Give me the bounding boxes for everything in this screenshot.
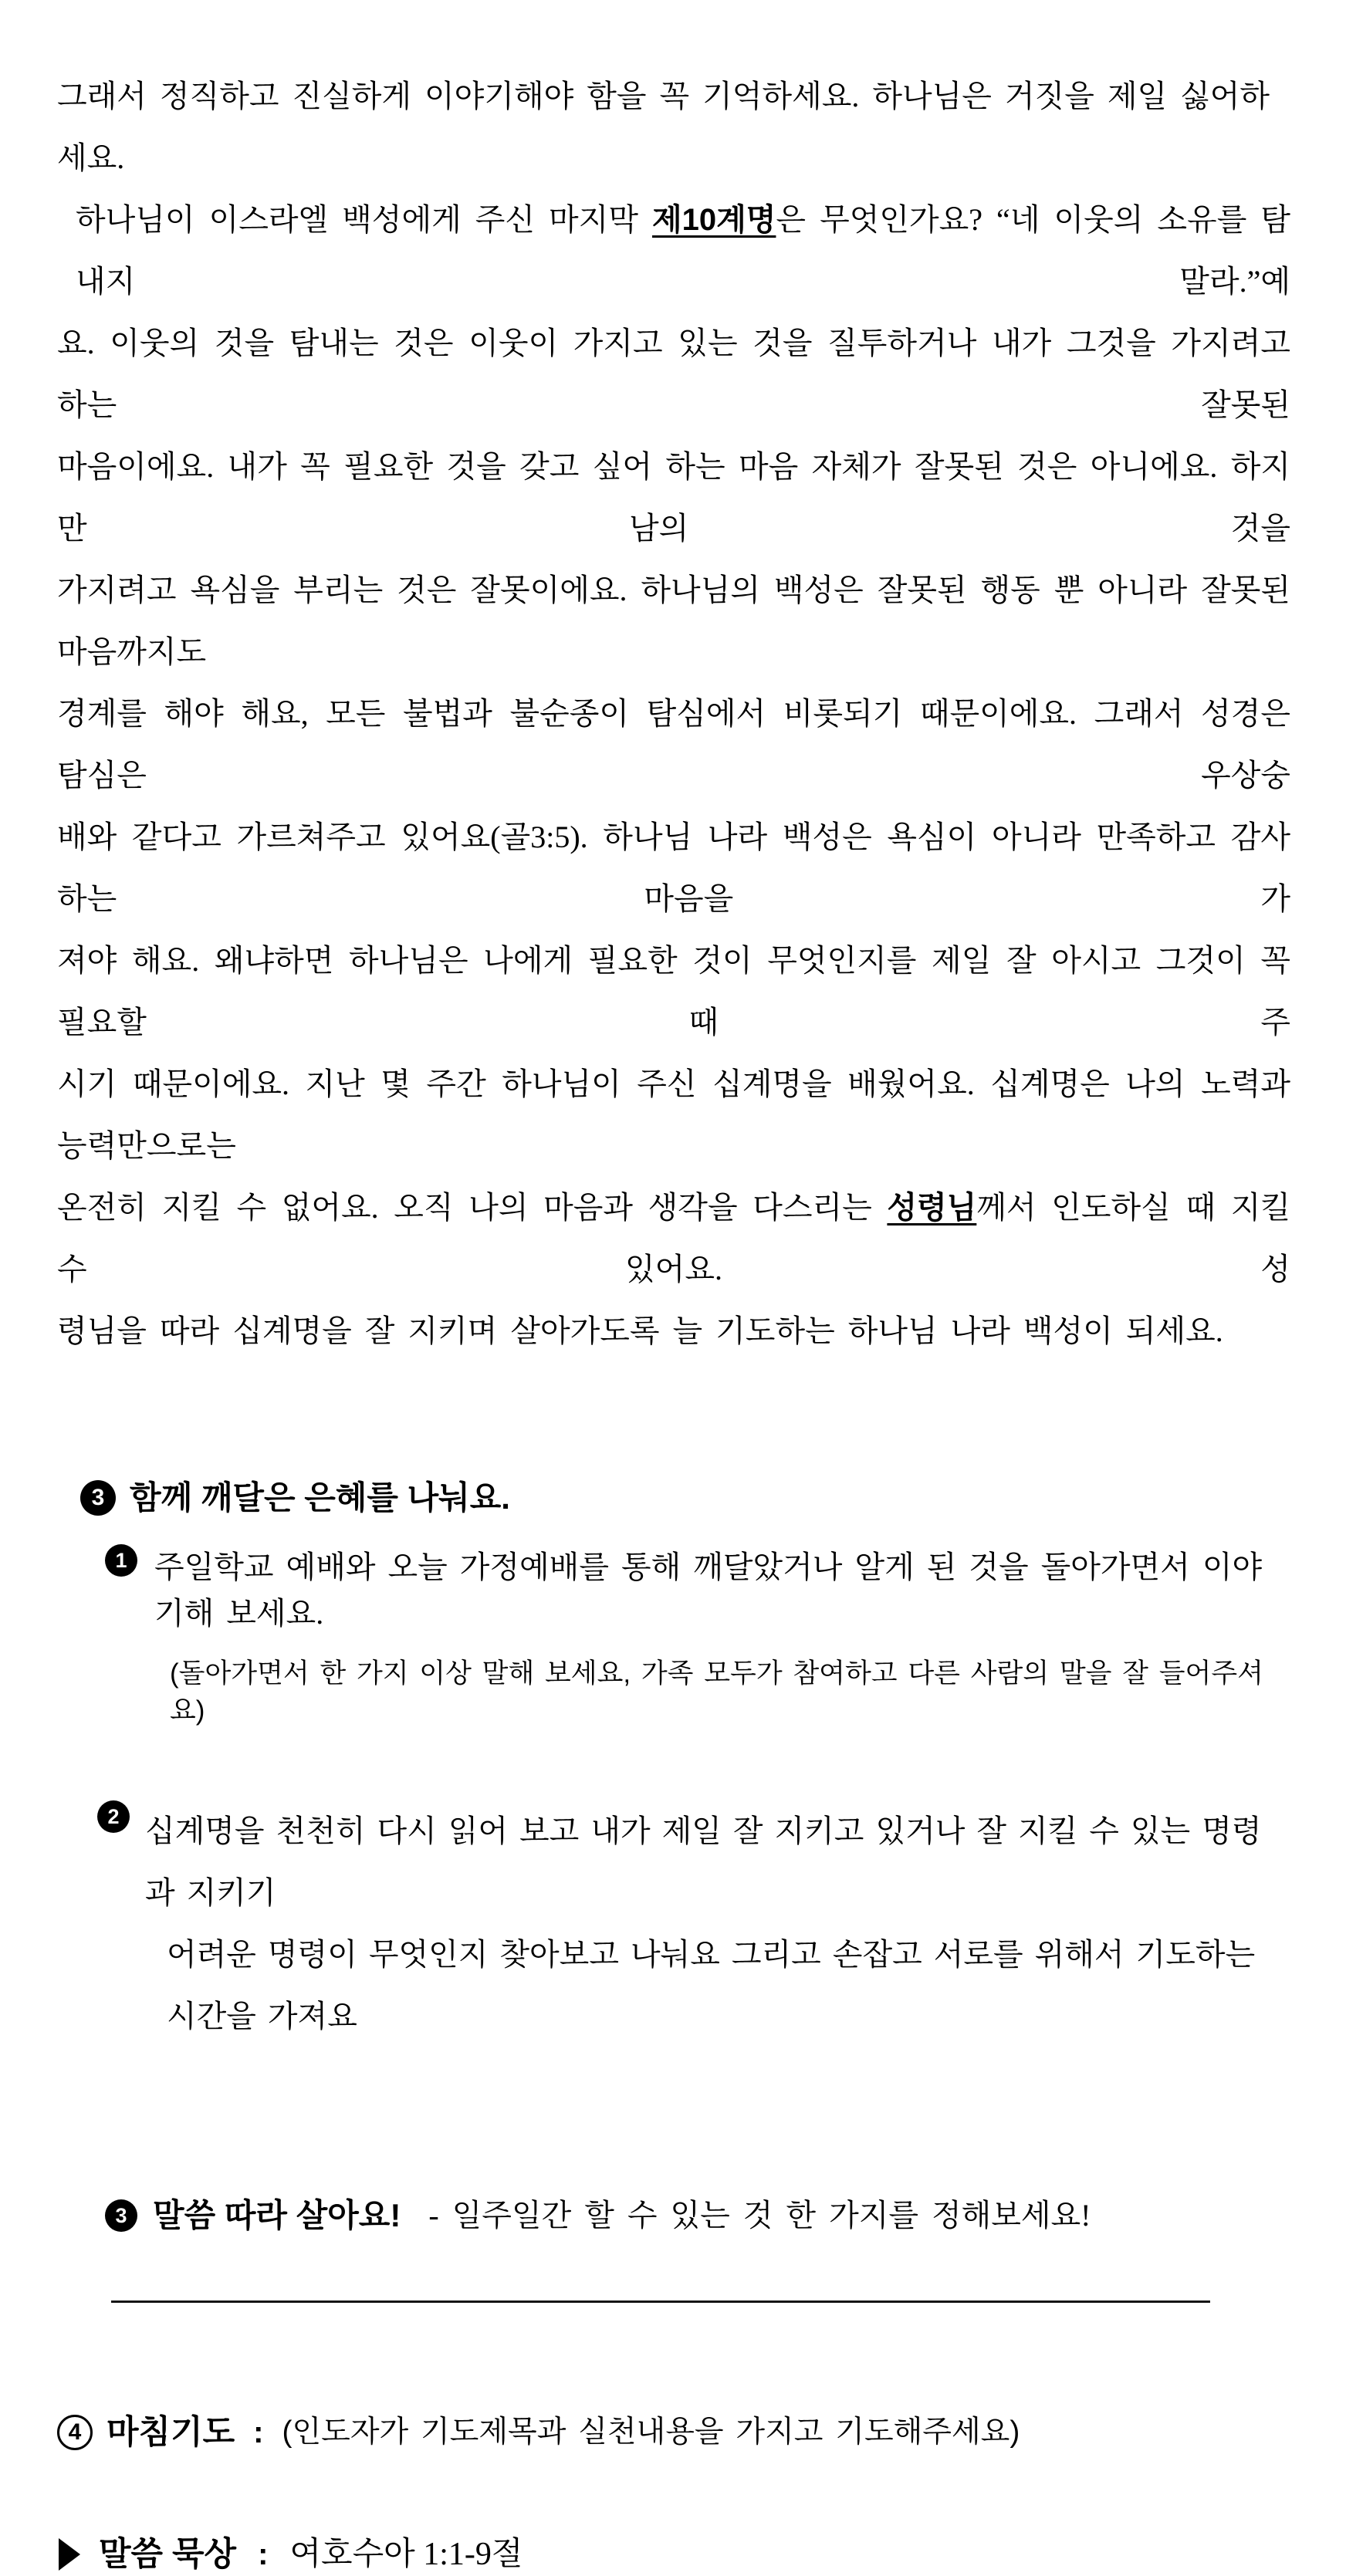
share-item-1 [105, 1544, 1290, 1637]
circled-number-4-outline-icon: 4 [57, 2415, 93, 2450]
meditation-separator: : [258, 2537, 269, 2571]
paragraph-text: 경계를 해야 해요, 모든 불법과 불순종이 탐심에서 비롯되기 때문이에요. 그래서 성경은 탐심은 우상숭 [57, 696, 1290, 793]
circled-number-3-icon: 3 [80, 1480, 116, 1516]
live-by-word-title: 말씀 따라 살아요! [153, 2197, 401, 2233]
paragraph-text: 온전히 지킬 수 없어요. 오직 나의 마음과 생각을 다스리는 [57, 1190, 888, 1225]
share-item-1-text: 주일학교 예배와 오늘 가정예배를 통해 깨달았거나 알게 된 것을 돌아가면서 이야기해 보세요. [154, 1550, 1263, 1631]
share-item-2-line1: 십계명을 천천히 다시 읽어 보고 내가 제일 잘 지키고 있거나 잘 지킬 수 있는 명령과 지키기 [145, 1814, 1262, 1910]
paragraph-line [57, 1300, 1290, 1362]
closing-prayer-title: 마침기도 [107, 2414, 235, 2451]
paragraph-text: 요. 이웃의 것을 탐내는 것은 이웃이 가지고 있는 것을 질투하거나 내가 그것을 가지려고 하는 잘못된 [57, 326, 1290, 422]
triangle-bullet-icon [59, 2538, 80, 2571]
share-item-3 [105, 2194, 1290, 2237]
share-item-1-note: (돌아가면서 한 가지 이상 말해 보세요, 가족 모두가 참여하고 다른 사람의 말을 잘 들어주셔요) [170, 1658, 1263, 1726]
paragraph-text: 하나님이 이스라엘 백성에게 주신 마지막 [76, 202, 652, 237]
circled-number-3-small-icon: 3 [105, 2199, 137, 2232]
circled-number-1-icon: 1 [105, 1544, 137, 1577]
meditation-reference: 여호수아 1:1-9절 [289, 2537, 523, 2572]
paragraph-text: 시기 때문이에요. 지난 몇 주간 하나님이 주신 십계명을 배웠어요. 십계명은 나의 노력과 능력만으로는 [57, 1067, 1290, 1163]
paragraph-text: 배와 같다고 가르쳐주고 있어요(골3:5). 하나님 나라 백성은 욕심이 아니라 만족하고 감사하는 마음을 가 [57, 820, 1290, 916]
paragraph-text: 께서 인도하실 때 지킬 수 있어요. 성 [57, 1190, 1290, 1286]
main-paragraph [57, 189, 1290, 1362]
paragraph-text: 가지려고 욕심을 부리는 것은 잘못이에요. 하나님의 백성은 잘못된 행동 뿐 아니라 잘못된 마음까지도 [57, 573, 1290, 669]
share-item-2-line2: 어려운 명령이 무엇인지 찾아보고 나눠요 그리고 손잡고 서로를 위해서 기도하는 시간을 가져요 [167, 1937, 1256, 2033]
meditation-title: 말씀 묵상 [99, 2536, 237, 2573]
intro-line: 그래서 정직하고 진실하게 이야기해야 함을 꼭 기억하세요. 하나님은 거짓을 제일 싫어하세요. [57, 79, 1270, 175]
paragraph-line [57, 930, 1290, 1053]
closing-prayer-separator: : [253, 2415, 264, 2449]
paragraph-line [57, 806, 1290, 930]
paragraph-text: 마음이에요. 내가 꼭 필요한 것을 갖고 싶어 하는 마음 자체가 잘못된 것은 아니에요. 하지만 남의 것을 [57, 449, 1290, 546]
paragraph-line [57, 1177, 1290, 1300]
emphasized-keyword: 성령님 [887, 1191, 977, 1225]
circled-number-2-icon: 2 [97, 1800, 130, 1833]
closing-prayer-note: (인도자가 기도제목과 실천내용을 가지고 기도해주세요) [282, 2415, 1020, 2449]
section-share-title: 함께 깨달은 은혜를 나눠요. [130, 1479, 510, 1516]
paragraph-line [57, 683, 1290, 806]
share-item-2 [97, 1800, 1290, 2047]
paragraph-text: 령님을 따라 십계명을 잘 지키며 살아가도록 늘 기도하는 하나님 나라 백성이 되세요. [57, 1313, 1223, 1348]
share-item-2-text [145, 1800, 1290, 2047]
paragraph-line [57, 189, 1290, 313]
emphasized-keyword: 제10계명 [652, 203, 776, 237]
paragraph-text: 은 무엇인가요? “네 이웃의 소유를 탐내지 말라.”예 [76, 202, 1290, 299]
paragraph-line [57, 313, 1290, 436]
paragraph-line [57, 1053, 1290, 1177]
meditation-row [59, 2533, 1290, 2576]
live-by-word-text: - 일주일간 할 수 있는 것 한 가지를 정해보세요! [428, 2198, 1091, 2233]
paragraph-line [57, 436, 1290, 559]
paragraph-text: 져야 해요. 왜냐하면 하나님은 나에게 필요한 것이 무엇인지를 제일 잘 아시고 그것이 꼭 필요할 때 주 [57, 943, 1290, 1040]
paragraph-line [57, 559, 1290, 683]
section-share-header [80, 1476, 1290, 1520]
answer-blank-line [111, 2300, 1210, 2303]
closing-prayer-row [57, 2411, 1290, 2454]
